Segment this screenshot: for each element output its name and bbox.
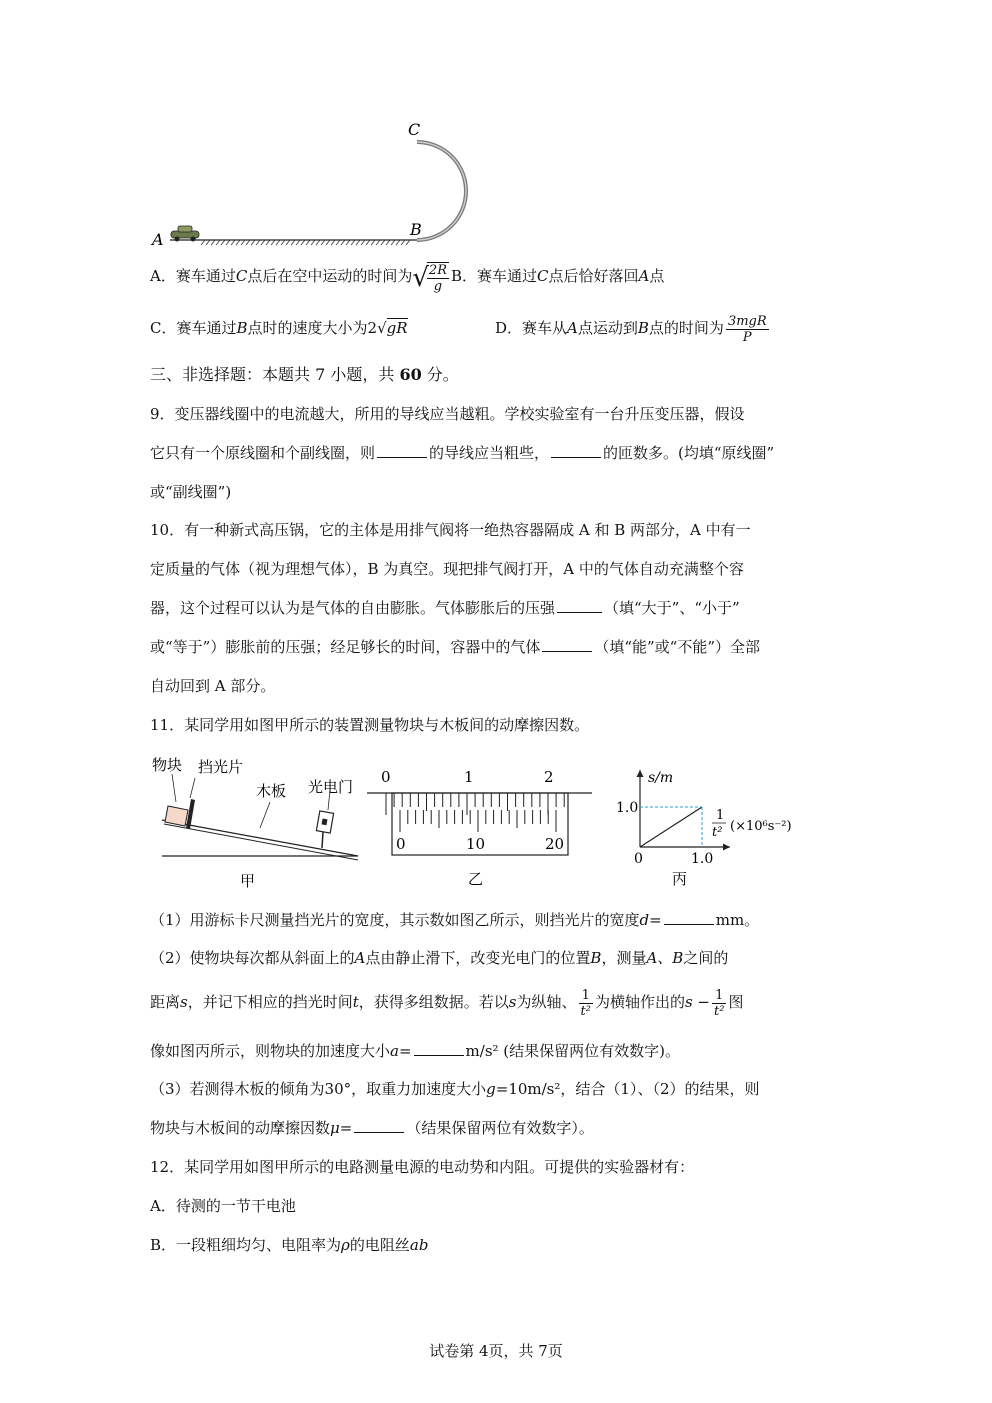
ground-hatch [406, 240, 410, 245]
q12-intro: 12．某同学用如图甲所示的电路测量电源的电动势和内阻。可提供的实验器材有： [150, 1158, 695, 1176]
ground-hatch [286, 240, 290, 245]
ground-hatch [331, 240, 335, 245]
q11-part2-line1: （2）使物块每次都从斜面上的A点由静止滑下，改变光电门的位置B，测量A、B之间的 [150, 949, 729, 967]
ground-hatch [216, 240, 220, 245]
ground-hatch [271, 240, 275, 245]
ground-hatch [391, 240, 395, 245]
ground-hatch [386, 240, 390, 245]
q9-line2: 它只有一个原线圈和个副线圈，则 的导线应当粗些， 的匝数多。(均填“原线圈” [150, 444, 775, 462]
ground-hatch [241, 240, 245, 245]
ground-hatch [231, 240, 235, 245]
vernier-tick-20: 20 [545, 835, 565, 853]
vernier-tick-10: 10 [466, 835, 486, 853]
ground-hatch [266, 240, 270, 245]
svg-text:挡光片: 挡光片 [198, 758, 244, 776]
answer-blank[interactable] [664, 909, 714, 925]
ground-hatch [366, 240, 370, 245]
ground-hatch [276, 240, 280, 245]
ground-hatch [211, 240, 215, 245]
ground-hatch [221, 240, 225, 245]
ground-hatch [336, 240, 340, 245]
main-tick-2: 2 [544, 768, 554, 786]
ground-hatch [346, 240, 350, 245]
q11-part2-line3: 像如图丙所示，则物块的加速度大小a= m/s² (结果保留两位有效数字)。 [150, 1042, 681, 1060]
ground-hatch [206, 240, 210, 245]
figure-bing [612, 762, 802, 892]
x-label-num: 1 [716, 808, 725, 823]
section-3-title: 三、非选择题：本题共 7 小题，共 60 分。 [150, 365, 459, 384]
photogate-icon [316, 811, 333, 848]
ground-hatch [226, 240, 230, 245]
x-tick: 1.0 [691, 851, 714, 867]
block-icon [165, 799, 195, 829]
ground-hatch [201, 240, 205, 245]
answer-blank[interactable] [551, 442, 601, 458]
origin: 0 [634, 851, 643, 867]
figure-jia [150, 752, 365, 892]
x-label-den: t² [712, 825, 723, 840]
y-axis-label: s/m [648, 770, 674, 786]
ground-hatch [306, 240, 310, 245]
q10-line4: 或“等于”）膨胀前的压强；经足够长的时间，容器中的气体 （填“能”或“不能”）全部 [150, 638, 761, 656]
ground-hatch [396, 240, 400, 245]
ground-hatch [281, 240, 285, 245]
vernier-tick-0: 0 [396, 835, 406, 853]
page-footer: 试卷第 4页，共 7页 [429, 1342, 563, 1360]
q8-option-c: C．赛车通过B点时的速度大小为2√gR [150, 319, 408, 337]
answer-blank[interactable] [354, 1117, 404, 1133]
svg-text:光电门: 光电门 [308, 778, 354, 796]
answer-blank[interactable] [542, 636, 592, 652]
ground-hatch [361, 240, 365, 245]
caption-yi: 乙 [468, 870, 484, 888]
ground-hatch [296, 240, 300, 245]
ground-hatch [376, 240, 380, 245]
ground-hatch [256, 240, 260, 245]
q10-line1: 10．有一种新式高压锅，它的主体是用排气阀将一绝热容器隔成 A 和 B 两部分，A 中有一 [150, 521, 751, 539]
ground-hatch [381, 240, 385, 245]
y-tick: 1.0 [616, 800, 639, 816]
q11-part2-line2: 距离s，并记下相应的挡光时间t，获得多组数据。若以s为纵轴、 $\frac{1}{\text{t²}}$ 为横轴作出的s − $\frac{1}{\text{t²}}$ 图 [150, 987, 744, 1019]
ground-hatch [401, 240, 405, 245]
q10-line2: 定质量的气体（视为理想气体），B 为真空。现把排气阀打开，A 中的气体自动充满整个容 [150, 560, 744, 578]
ground-hatch [341, 240, 345, 245]
q11-part3-line2: 物块与木板间的动摩擦因数μ= （结果保留两位有效数字）。 [150, 1119, 594, 1137]
ground-hatch [301, 240, 305, 245]
svg-text:甲: 甲 [240, 872, 256, 890]
main-tick-1: 1 [464, 768, 474, 786]
q10-line5: 自动回到 A 部分。 [150, 677, 276, 695]
answer-blank[interactable] [557, 597, 602, 613]
q8-option-d: D．赛车从A点运动到B点的时间为 $\frac{\text{3mgR}}{P}$ [495, 313, 767, 345]
q8-options-ab: A．赛车通过C点后在空中运动的时间为√ $\frac{2R}{g}$ B．赛车通过C点后恰好落回A点 [150, 259, 664, 295]
label-c: C [408, 120, 421, 139]
q12-option-a: A．待测的一节干电池 [150, 1197, 296, 1215]
ground-hatch [351, 240, 355, 245]
answer-blank[interactable] [414, 1040, 464, 1056]
ground-hatch [371, 240, 375, 245]
svg-text:物块: 物块 [152, 756, 183, 774]
q12-option-b: B．一段粗细均匀、电阻率为ρ的电阻丝ab [150, 1236, 429, 1254]
svg-text:木板: 木板 [256, 782, 287, 800]
ground-hatch [251, 240, 255, 245]
ground-hatch [261, 240, 265, 245]
race-car-icon [171, 226, 199, 242]
q9-line1: 9．变压器线圈中的电流越大，所用的导线应当越粗。学校实验室有一台升压变压器，假设 [150, 405, 745, 423]
q11-part1: （1）用游标卡尺测量挡光片的宽度，其示数如图乙所示，则挡光片的宽度d= mm。 [150, 911, 760, 929]
sqrt-fraction: √ $\frac{2R}{g}$ [412, 262, 447, 294]
main-tick-0: 0 [381, 768, 391, 786]
track-figure [145, 115, 485, 250]
caption-bing: 丙 [672, 870, 688, 888]
answer-blank[interactable] [377, 442, 427, 458]
q10-line3: 器，这个过程可以认为是气体的自由膨胀。气体膨胀后的压强 （填“大于”、“小于” [150, 599, 740, 617]
ground-hatch [236, 240, 240, 245]
figure-yi [362, 762, 597, 892]
ground-hatch [311, 240, 315, 245]
label-a: A [152, 230, 164, 249]
ground-hatch [246, 240, 250, 245]
ground-hatch [321, 240, 325, 245]
x-label-unit: (×10⁶s⁻²) [730, 819, 792, 834]
ground-hatch [356, 240, 360, 245]
ground-hatch [326, 240, 330, 245]
q11-part3-line1: （3）若测得木板的倾角为30°，取重力加速度大小g=10m/s²，结合（1）、（2）的结果，则 [150, 1080, 760, 1098]
q11-intro: 11．某同学用如图甲所示的装置测量物块与木板间的动摩擦因数。 [150, 716, 590, 734]
q9-line3: 或“副线圈”) [150, 483, 232, 501]
ground-hatch [291, 240, 295, 245]
label-b: B [410, 220, 422, 239]
ground-hatch [316, 240, 320, 245]
